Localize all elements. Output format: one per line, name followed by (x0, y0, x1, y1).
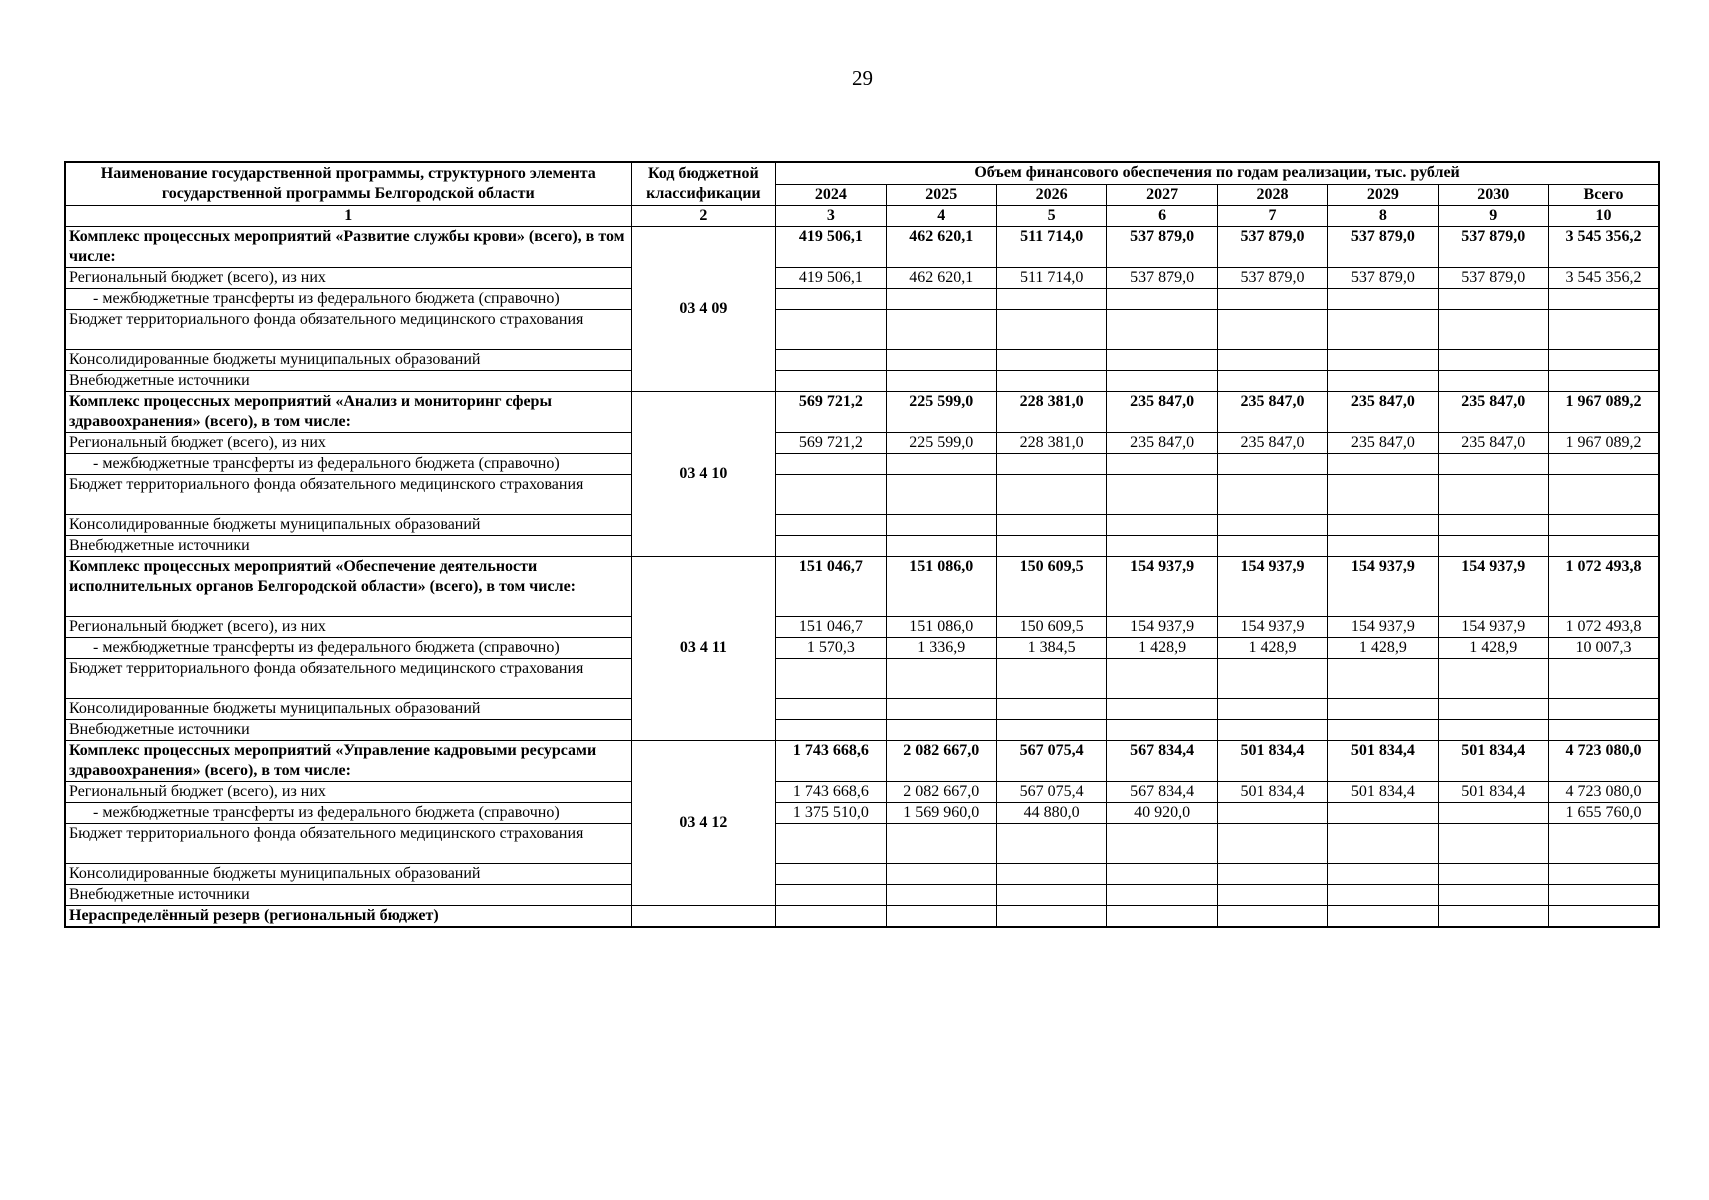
year-value-cell: 1 428,9 (1328, 637, 1438, 658)
year-value-cell (1107, 514, 1217, 535)
year-value-cell (1328, 802, 1438, 823)
total-value-cell (1548, 309, 1659, 349)
column-number: 7 (1217, 205, 1327, 226)
offbudget-row (65, 884, 1659, 905)
total-value-cell (1548, 474, 1659, 514)
header-code-col: Код бюджетной классификации (631, 162, 776, 205)
year-value-cell (996, 698, 1106, 719)
year-value-cell: 44 880,0 (996, 802, 1106, 823)
year-value-cell (1328, 884, 1438, 905)
year-value-cell (1438, 535, 1548, 556)
year-value-cell (1438, 905, 1548, 927)
year-value-cell (886, 905, 996, 927)
year-value-cell: 235 847,0 (1438, 391, 1548, 432)
offbudget-row (65, 535, 1659, 556)
page-number: 29 (852, 66, 873, 90)
row-label: Комплекс процессных мероприятий «Развитие службы крови» (всего), в том числе: (65, 226, 631, 267)
year-value-cell: 511 714,0 (996, 226, 1106, 267)
row-label: Внебюджетные источники (65, 884, 631, 905)
year-value-cell (1107, 535, 1217, 556)
year-value-cell: 537 879,0 (1438, 267, 1548, 288)
row-label: Региональный бюджет (всего), из них (65, 267, 631, 288)
year-value-cell (776, 514, 886, 535)
year-value-cell (996, 884, 1106, 905)
total-value-cell (1548, 719, 1659, 740)
total-value-cell (1548, 514, 1659, 535)
year-value-cell: 228 381,0 (996, 391, 1106, 432)
year-value-cell: 2 082 667,0 (886, 740, 996, 781)
total-value-cell: 4 723 080,0 (1548, 781, 1659, 802)
year-value-cell (996, 823, 1106, 863)
year-value-cell (996, 453, 1106, 474)
budget-table (64, 161, 1660, 928)
unallocated-reserve-row (65, 905, 1659, 927)
tfoms-budget-row (65, 309, 1659, 349)
total-value-cell: 1 655 760,0 (1548, 802, 1659, 823)
year-value-cell (1438, 802, 1548, 823)
year-value-cell (996, 863, 1106, 884)
year-value-cell (996, 658, 1106, 698)
year-value-cell (996, 309, 1106, 349)
regional-budget-row (65, 616, 1659, 637)
year-value-cell (1438, 698, 1548, 719)
year-value-cell (886, 370, 996, 391)
year-value-cell: 537 879,0 (1328, 267, 1438, 288)
budget-code: 03 4 10 (631, 391, 776, 556)
year-value-cell (1328, 719, 1438, 740)
year-value-cell (1217, 823, 1327, 863)
year-value-cell (1438, 719, 1548, 740)
year-value-cell (996, 905, 1106, 927)
total-value-cell: 3 545 356,2 (1548, 226, 1659, 267)
federal-transfers-row (65, 802, 1659, 823)
year-value-cell (996, 288, 1106, 309)
header-year: 2026 (996, 184, 1106, 205)
row-label: Консолидированные бюджеты муниципальных образований (65, 698, 631, 719)
total-value-cell (1548, 698, 1659, 719)
year-value-cell (1217, 802, 1327, 823)
total-value-cell: 10 007,3 (1548, 637, 1659, 658)
year-value-cell (886, 863, 996, 884)
year-value-cell: 154 937,9 (1438, 556, 1548, 616)
total-value-cell (1548, 288, 1659, 309)
federal-transfers-row (65, 453, 1659, 474)
header-total: Всего (1548, 184, 1659, 205)
year-value-cell: 1 336,9 (886, 637, 996, 658)
year-value-cell (1107, 370, 1217, 391)
municipal-budget-row (65, 514, 1659, 535)
year-value-cell: 151 086,0 (886, 616, 996, 637)
year-value-cell (1107, 309, 1217, 349)
year-value-cell (1217, 698, 1327, 719)
municipal-budget-row (65, 698, 1659, 719)
year-value-cell (996, 370, 1106, 391)
year-value-cell: 501 834,4 (1328, 740, 1438, 781)
year-value-cell (996, 535, 1106, 556)
row-label: Консолидированные бюджеты муниципальных образований (65, 349, 631, 370)
header-year: 2030 (1438, 184, 1548, 205)
budget-code (631, 905, 776, 927)
year-value-cell (886, 309, 996, 349)
header-volume-col: Объем финансового обеспечения по годам реализации, тыс. рублей (776, 162, 1659, 184)
year-value-cell: 1 570,3 (776, 637, 886, 658)
year-value-cell: 1 428,9 (1217, 637, 1327, 658)
year-value-cell (886, 535, 996, 556)
year-value-cell (776, 349, 886, 370)
row-label: - межбюджетные трансферты из федерального бюджета (справочно) (65, 453, 631, 474)
federal-transfers-row (65, 637, 1659, 658)
row-label: Консолидированные бюджеты муниципальных образований (65, 514, 631, 535)
year-value-cell (1217, 309, 1327, 349)
row-label: Комплекс процессных мероприятий «Обеспечение деятельности исполнительных органов Белгородской области» (всего), в том числе: (65, 556, 631, 616)
year-value-cell: 154 937,9 (1438, 616, 1548, 637)
total-value-cell (1548, 349, 1659, 370)
total-value-cell: 3 545 356,2 (1548, 267, 1659, 288)
year-value-cell (1328, 474, 1438, 514)
year-value-cell: 567 834,4 (1107, 781, 1217, 802)
year-value-cell (1328, 453, 1438, 474)
year-value-cell (1107, 658, 1217, 698)
column-number: 9 (1438, 205, 1548, 226)
year-value-cell: 501 834,4 (1217, 781, 1327, 802)
year-value-cell: 235 847,0 (1107, 432, 1217, 453)
year-value-cell: 228 381,0 (996, 432, 1106, 453)
complex-total-row (65, 391, 1659, 432)
year-value-cell (886, 719, 996, 740)
row-label: Региональный бюджет (всего), из них (65, 616, 631, 637)
year-value-cell: 154 937,9 (1217, 616, 1327, 637)
regional-budget-row (65, 432, 1659, 453)
year-value-cell: 537 879,0 (1107, 226, 1217, 267)
year-value-cell (886, 349, 996, 370)
year-value-cell: 235 847,0 (1328, 432, 1438, 453)
year-value-cell (886, 658, 996, 698)
year-value-cell: 225 599,0 (886, 391, 996, 432)
header-year: 2027 (1107, 184, 1217, 205)
year-value-cell (776, 535, 886, 556)
column-number: 10 (1548, 205, 1659, 226)
complex-total-row (65, 556, 1659, 616)
year-value-cell (996, 719, 1106, 740)
year-value-cell (1107, 288, 1217, 309)
budget-code: 03 4 11 (631, 556, 776, 740)
row-label: Комплекс процессных мероприятий «Анализ и мониторинг сферы здравоохранения» (всего), в том числе: (65, 391, 631, 432)
tfoms-budget-row (65, 474, 1659, 514)
row-label: Внебюджетные источники (65, 370, 631, 391)
year-value-cell: 235 847,0 (1438, 432, 1548, 453)
year-value-cell (1328, 349, 1438, 370)
year-value-cell (776, 658, 886, 698)
year-value-cell (1217, 474, 1327, 514)
year-value-cell (1328, 514, 1438, 535)
year-value-cell: 501 834,4 (1328, 781, 1438, 802)
year-value-cell (1328, 370, 1438, 391)
year-value-cell: 569 721,2 (776, 391, 886, 432)
year-value-cell (1328, 309, 1438, 349)
year-value-cell: 225 599,0 (886, 432, 996, 453)
header-year: 2029 (1328, 184, 1438, 205)
year-value-cell (1438, 863, 1548, 884)
year-value-cell: 235 847,0 (1107, 391, 1217, 432)
year-value-cell: 151 046,7 (776, 556, 886, 616)
regional-budget-row (65, 781, 1659, 802)
complex-total-row (65, 226, 1659, 267)
offbudget-row (65, 719, 1659, 740)
year-value-cell: 511 714,0 (996, 267, 1106, 288)
year-value-cell (1438, 884, 1548, 905)
regional-budget-row (65, 267, 1659, 288)
total-value-cell: 1 967 089,2 (1548, 391, 1659, 432)
year-value-cell (776, 823, 886, 863)
year-value-cell (1217, 349, 1327, 370)
year-value-cell (1328, 535, 1438, 556)
budget-code: 03 4 09 (631, 226, 776, 391)
year-value-cell (1438, 474, 1548, 514)
year-value-cell (1217, 453, 1327, 474)
row-label: Бюджет территориального фонда обязательного медицинского страхования (65, 658, 631, 698)
year-value-cell (1438, 309, 1548, 349)
year-value-cell: 151 046,7 (776, 616, 886, 637)
year-value-cell (776, 474, 886, 514)
year-value-cell (996, 474, 1106, 514)
year-value-cell: 150 609,5 (996, 556, 1106, 616)
year-value-cell: 1 428,9 (1107, 637, 1217, 658)
year-value-cell (776, 905, 886, 927)
year-value-cell (1217, 658, 1327, 698)
total-value-cell: 1 967 089,2 (1548, 432, 1659, 453)
year-value-cell (1107, 698, 1217, 719)
year-value-cell (886, 514, 996, 535)
total-value-cell (1548, 823, 1659, 863)
column-number: 3 (776, 205, 886, 226)
year-value-cell: 150 609,5 (996, 616, 1106, 637)
year-value-cell (1107, 863, 1217, 884)
year-value-cell (1328, 658, 1438, 698)
year-value-cell (1328, 288, 1438, 309)
row-label: Региональный бюджет (всего), из них (65, 432, 631, 453)
year-value-cell: 501 834,4 (1438, 781, 1548, 802)
year-value-cell: 462 620,1 (886, 226, 996, 267)
year-value-cell: 567 075,4 (996, 740, 1106, 781)
year-value-cell (1438, 453, 1548, 474)
year-value-cell: 567 834,4 (1107, 740, 1217, 781)
total-value-cell (1548, 863, 1659, 884)
year-value-cell: 154 937,9 (1107, 616, 1217, 637)
year-value-cell (1107, 453, 1217, 474)
column-number: 6 (1107, 205, 1217, 226)
year-value-cell (776, 719, 886, 740)
year-value-cell (996, 514, 1106, 535)
year-value-cell (776, 453, 886, 474)
year-value-cell (1217, 514, 1327, 535)
year-value-cell (776, 288, 886, 309)
year-value-cell (1217, 884, 1327, 905)
row-label: Бюджет территориального фонда обязательного медицинского страхования (65, 823, 631, 863)
year-value-cell (1217, 863, 1327, 884)
row-label: - межбюджетные трансферты из федерального бюджета (справочно) (65, 802, 631, 823)
year-value-cell: 154 937,9 (1217, 556, 1327, 616)
total-value-cell (1548, 535, 1659, 556)
federal-transfers-row (65, 288, 1659, 309)
row-label: Внебюджетные источники (65, 719, 631, 740)
year-value-cell (1107, 884, 1217, 905)
year-value-cell: 235 847,0 (1217, 391, 1327, 432)
year-value-cell (886, 698, 996, 719)
year-value-cell: 1 743 668,6 (776, 740, 886, 781)
year-value-cell: 1 384,5 (996, 637, 1106, 658)
year-value-cell (886, 884, 996, 905)
column-number: 2 (631, 205, 776, 226)
year-value-cell (776, 698, 886, 719)
column-number: 1 (65, 205, 631, 226)
year-value-cell: 40 920,0 (1107, 802, 1217, 823)
tfoms-budget-row (65, 823, 1659, 863)
total-value-cell (1548, 884, 1659, 905)
year-value-cell (996, 349, 1106, 370)
total-value-cell (1548, 453, 1659, 474)
year-value-cell (886, 453, 996, 474)
year-value-cell (1107, 349, 1217, 370)
row-label: Консолидированные бюджеты муниципальных образований (65, 863, 631, 884)
year-value-cell: 501 834,4 (1438, 740, 1548, 781)
year-value-cell: 419 506,1 (776, 226, 886, 267)
total-value-cell: 4 723 080,0 (1548, 740, 1659, 781)
column-number: 4 (886, 205, 996, 226)
year-value-cell: 501 834,4 (1217, 740, 1327, 781)
header-year: 2024 (776, 184, 886, 205)
year-value-cell (1328, 863, 1438, 884)
year-value-cell (886, 288, 996, 309)
year-value-cell (1107, 823, 1217, 863)
year-value-cell (1328, 905, 1438, 927)
year-value-cell (1107, 719, 1217, 740)
offbudget-row (65, 370, 1659, 391)
tfoms-budget-row (65, 658, 1659, 698)
year-value-cell (1438, 823, 1548, 863)
row-label: Региональный бюджет (всего), из них (65, 781, 631, 802)
year-value-cell: 1 569 960,0 (886, 802, 996, 823)
year-value-cell (1217, 370, 1327, 391)
year-value-cell (886, 474, 996, 514)
year-value-cell: 537 879,0 (1217, 267, 1327, 288)
municipal-budget-row (65, 349, 1659, 370)
year-value-cell (1438, 514, 1548, 535)
total-value-cell (1548, 370, 1659, 391)
year-value-cell: 1 375 510,0 (776, 802, 886, 823)
year-value-cell: 1 428,9 (1438, 637, 1548, 658)
year-value-cell (1217, 288, 1327, 309)
row-label: - межбюджетные трансферты из федерального бюджета (справочно) (65, 637, 631, 658)
budget-code: 03 4 12 (631, 740, 776, 905)
row-label: Нераспределённый резерв (региональный бюджет) (65, 905, 631, 927)
year-value-cell: 419 506,1 (776, 267, 886, 288)
year-value-cell: 154 937,9 (1328, 556, 1438, 616)
row-label: Комплекс процессных мероприятий «Управление кадровыми ресурсами здравоохранения» (всего), в том числе: (65, 740, 631, 781)
row-label: - межбюджетные трансферты из федерального бюджета (справочно) (65, 288, 631, 309)
year-value-cell: 537 879,0 (1107, 267, 1217, 288)
year-value-cell (1217, 905, 1327, 927)
year-value-cell (1438, 288, 1548, 309)
year-value-cell (1217, 719, 1327, 740)
column-number: 8 (1328, 205, 1438, 226)
year-value-cell: 1 743 668,6 (776, 781, 886, 802)
year-value-cell: 462 620,1 (886, 267, 996, 288)
total-value-cell (1548, 905, 1659, 927)
year-value-cell (1328, 698, 1438, 719)
total-value-cell: 1 072 493,8 (1548, 556, 1659, 616)
year-value-cell: 151 086,0 (886, 556, 996, 616)
header-year: 2028 (1217, 184, 1327, 205)
year-value-cell: 235 847,0 (1328, 391, 1438, 432)
year-value-cell (1328, 823, 1438, 863)
column-number: 5 (996, 205, 1106, 226)
year-value-cell (1438, 658, 1548, 698)
total-value-cell (1548, 658, 1659, 698)
row-label: Бюджет территориального фонда обязательного медицинского страхования (65, 474, 631, 514)
header-year: 2025 (886, 184, 996, 205)
year-value-cell (1438, 370, 1548, 391)
year-value-cell: 567 075,4 (996, 781, 1106, 802)
year-value-cell (1107, 474, 1217, 514)
complex-total-row (65, 740, 1659, 781)
year-value-cell: 537 879,0 (1438, 226, 1548, 267)
year-value-cell: 235 847,0 (1217, 432, 1327, 453)
year-value-cell (776, 370, 886, 391)
year-value-cell: 154 937,9 (1328, 616, 1438, 637)
year-value-cell: 537 879,0 (1328, 226, 1438, 267)
year-value-cell (1107, 905, 1217, 927)
year-value-cell: 2 082 667,0 (886, 781, 996, 802)
row-label: Бюджет территориального фонда обязательного медицинского страхования (65, 309, 631, 349)
year-value-cell (776, 309, 886, 349)
header-name-col: Наименование государственной программы, структурного элемента государственной программы Белгородской области (65, 162, 631, 205)
municipal-budget-row (65, 863, 1659, 884)
year-value-cell: 154 937,9 (1107, 556, 1217, 616)
year-value-cell (1438, 349, 1548, 370)
year-value-cell: 569 721,2 (776, 432, 886, 453)
year-value-cell (886, 823, 996, 863)
year-value-cell (1217, 535, 1327, 556)
year-value-cell (776, 863, 886, 884)
row-label: Внебюджетные источники (65, 535, 631, 556)
year-value-cell: 537 879,0 (1217, 226, 1327, 267)
total-value-cell: 1 072 493,8 (1548, 616, 1659, 637)
year-value-cell (776, 884, 886, 905)
